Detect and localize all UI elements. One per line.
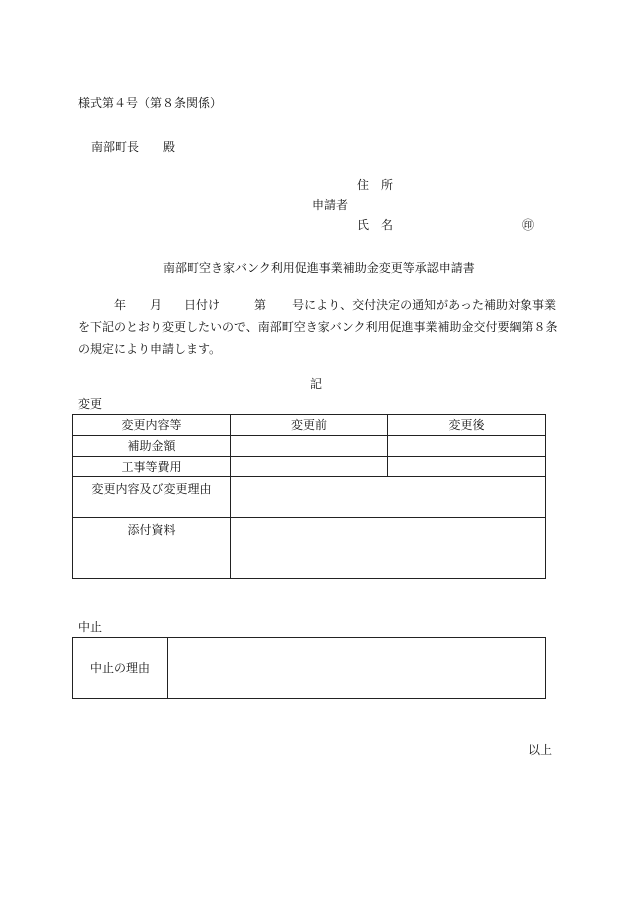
body-line-1-rest: 号により、交付決定の通知があった補助対象事業 bbox=[292, 298, 556, 312]
change-reason-cell[interactable] bbox=[231, 477, 546, 518]
attachments-cell[interactable] bbox=[231, 518, 546, 579]
seal-mark: ㊞ bbox=[522, 218, 535, 232]
change-table bbox=[72, 414, 546, 579]
row-subsidy-amount: 補助金額 bbox=[73, 436, 231, 457]
cancel-reason-cell[interactable] bbox=[168, 638, 546, 699]
month-word: 月 bbox=[150, 298, 163, 312]
ki-mark: 記 bbox=[310, 377, 323, 391]
body-line-1 bbox=[78, 294, 556, 316]
subsidy-before-cell[interactable] bbox=[231, 436, 388, 457]
change-section-label: 変更 bbox=[78, 397, 103, 411]
applicant-label: 申請者 bbox=[312, 198, 349, 212]
table-row bbox=[73, 436, 546, 457]
row-change-reason: 変更内容及び変更理由 bbox=[73, 477, 231, 518]
body-paragraph bbox=[78, 294, 558, 360]
row-construction-cost: 工事等費用 bbox=[73, 457, 231, 477]
cancel-reason-label: 中止の理由 bbox=[73, 638, 168, 699]
cost-after-cell[interactable] bbox=[388, 457, 546, 477]
form-number: 様式第４号（第８条関係） bbox=[78, 96, 223, 110]
header-before: 変更前 bbox=[231, 415, 388, 436]
subsidy-after-cell[interactable] bbox=[388, 436, 546, 457]
header-change-content: 変更内容等 bbox=[73, 415, 231, 436]
table-row bbox=[73, 518, 546, 579]
date-suffix: 日付け bbox=[184, 298, 221, 312]
cancel-table bbox=[72, 637, 546, 699]
row-attachments: 添付資料 bbox=[73, 518, 231, 579]
table-row bbox=[73, 457, 546, 477]
table-header-row bbox=[73, 415, 546, 436]
header-after: 変更後 bbox=[388, 415, 546, 436]
body-line-3: の規定により申請します。 bbox=[78, 342, 222, 356]
body-line-2: を下記のとおり変更したいので、南部町空き家バンク利用促進事業補助金交付要綱第８条 bbox=[78, 320, 558, 334]
dai-word: 第 bbox=[254, 298, 267, 312]
cancel-section-label: 中止 bbox=[78, 620, 103, 634]
addressee: 南部町長 殿 bbox=[91, 140, 176, 154]
document-title: 南部町空き家バンク利用促進事業補助金変更等承認申請書 bbox=[163, 261, 475, 275]
end-mark: 以上 bbox=[528, 743, 553, 757]
year-word: 年 bbox=[114, 298, 127, 312]
name-label: 氏 名 bbox=[357, 218, 394, 232]
address-label: 住 所 bbox=[357, 178, 394, 192]
table-row bbox=[73, 477, 546, 518]
table-row bbox=[73, 638, 546, 699]
cost-before-cell[interactable] bbox=[231, 457, 388, 477]
